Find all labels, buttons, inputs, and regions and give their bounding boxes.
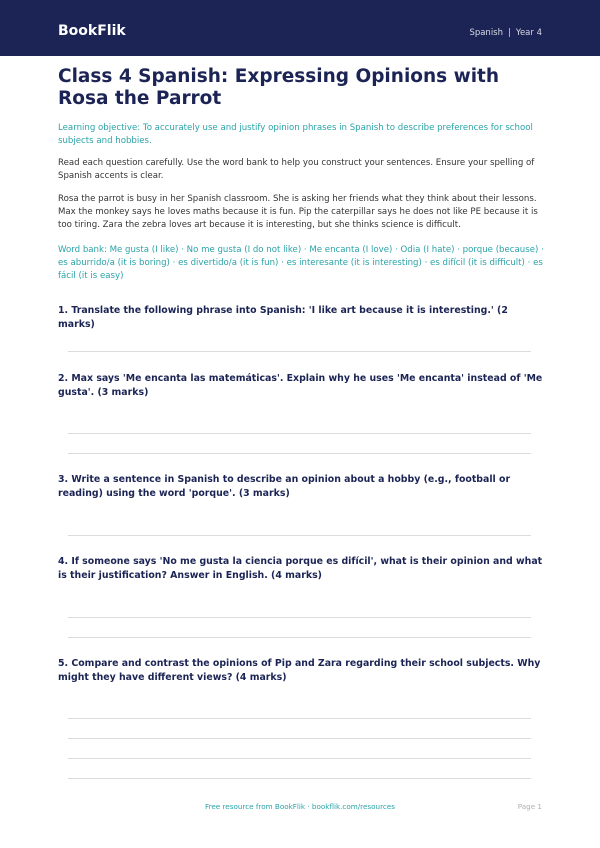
brand-logo[interactable]: BookFlik: [58, 23, 126, 39]
instructions: Read each question carefully. Use the word bank to help you construct your sentences. Ensure your spelling of Spanish accents is clear.: [58, 158, 535, 181]
word-bank: Word bank: Me gusta (I like) · No me gusta (I do not like) · Me encanta (I love) · Odia (I hate) · porque (because) · es aburrido/a (it is boring) · es divertido/a (it is fun) · es interesante (it is interesting) · es difícil (it is difficult) · es fácil (it is easy): [58, 245, 544, 281]
question-1: 1. Translate the following phrase into Spanish: 'I like art because it is interesting.' (2 marks): [58, 305, 508, 330]
answer-line[interactable]: [68, 738, 531, 739]
meta-separator: |: [508, 28, 511, 38]
learning-objective: Learning objective: To accurately use and justify opinion phrases in Spanish to describe preferences for school subjects and hobbies.: [58, 123, 533, 146]
header-bar: [0, 0, 600, 56]
header-meta: [469, 27, 542, 39]
year-label: Year 4: [515, 28, 542, 38]
page-number: Page 1: [517, 802, 542, 811]
answer-line[interactable]: [68, 758, 531, 759]
answer-line[interactable]: [68, 535, 531, 536]
footer-resource-link[interactable]: Free resource from BookFlik · bookflik.com/resources: [204, 802, 396, 811]
question-2: 2. Max says 'Me encanta las matemáticas'. Explain why he uses 'Me encanta' instead of 'Me gusta'. (3 marks): [58, 373, 543, 398]
question-4: 4. If someone says 'No me gusta la ciencia porque es difícil', what is their opinion and what is their justification? Answer in English. (4 marks): [58, 556, 543, 581]
answer-line[interactable]: [68, 617, 531, 618]
answer-line[interactable]: [68, 637, 531, 638]
answer-line[interactable]: [68, 718, 531, 719]
question-3: 3. Write a sentence in Spanish to describe an opinion about a hobby (e.g., football or reading) using the word 'porque'. (3 marks): [58, 474, 511, 499]
answer-line[interactable]: [68, 433, 531, 434]
subject-label: Spanish: [469, 28, 504, 38]
page-title: Class 4 Spanish: Expressing Opinions with Rosa the Parrot: [58, 66, 500, 109]
answer-line[interactable]: [68, 351, 531, 352]
question-5: 5. Compare and contrast the opinions of Pip and Zara regarding their school subjects. Why might they have different views? (4 marks): [58, 658, 541, 683]
answer-line[interactable]: [68, 778, 531, 779]
story-text: Rosa the parrot is busy in her Spanish classroom. She is asking her friends what they think about their lessons. Max the monkey says he loves maths because it is fun. Pip the caterpillar says he does not like PE because it is too tiring. Zara the zebra loves art because it is interesting, but she thinks science is difficult.: [58, 194, 538, 230]
answer-line[interactable]: [68, 453, 531, 454]
